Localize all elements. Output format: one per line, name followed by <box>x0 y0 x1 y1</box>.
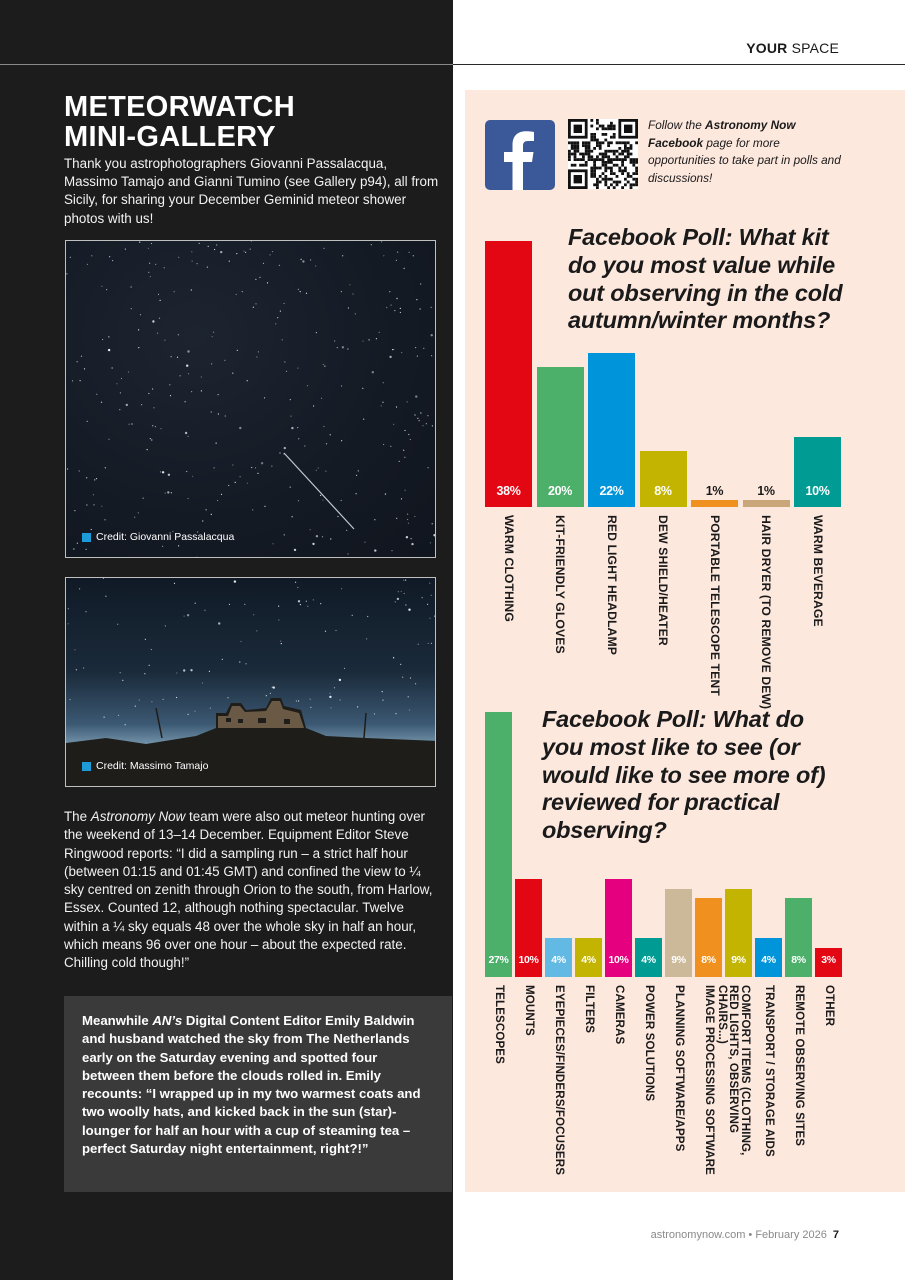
credit-marker-icon <box>82 762 91 771</box>
category-label: MOUNTS <box>522 985 536 1036</box>
bar-value-label: 4% <box>581 954 596 966</box>
credit-marker-icon <box>82 533 91 542</box>
category-label: CAMERAS <box>612 985 626 1045</box>
meteor-photo-1 <box>65 240 436 558</box>
quote-box: Meanwhile AN’s Digital Content Editor Emily Baldwin and husband watched the sky from The Netherlands early on the Saturday evening and spotted four between them before the clouds rolled in. Emily recounts: “I wrapped up in my two warmest coats and two woolly hats, and kicked back in the sun (star)-lounger for half an hour with a cup of steaming tea – perfect Saturday night entertainment, right?!” <box>64 996 452 1192</box>
category-label: KIT-FRIENDLY GLOVES <box>553 515 567 654</box>
bar-value-label: 22% <box>599 484 624 498</box>
category-label: TRANSPORT / STORAGE AIDS <box>762 985 776 1157</box>
category-label: IMAGE PROCESSING SOFTWARE <box>702 985 716 1175</box>
header-rule-left <box>0 64 453 65</box>
category-label: RED LIGHT HEADLAMP <box>604 515 619 655</box>
category-label: WARM CLOTHING <box>501 515 516 622</box>
section-label: YOUR SPACE <box>746 40 839 56</box>
bar-value-label: 10% <box>518 954 539 966</box>
bar-1-5 <box>743 500 790 507</box>
bar-value-label: 10% <box>608 954 629 966</box>
category-label: DEW SHIELD/HEATER <box>656 515 670 646</box>
bar-value-label: 38% <box>496 484 521 498</box>
bar-2-0 <box>485 712 512 977</box>
bar-value-label: 10% <box>805 484 830 498</box>
bar-value-label: 8% <box>791 954 806 966</box>
category-label: TELESCOPES <box>492 985 506 1064</box>
category-label: PLANNING SOFTWARE/APPS <box>672 985 686 1152</box>
bar-1-0 <box>485 241 532 507</box>
bar-value-label: 27% <box>488 954 509 966</box>
category-label: HAIR DRYER (TO REMOVE DEW) <box>759 515 773 710</box>
bar-value-label: 9% <box>731 954 746 966</box>
bar-value-label: 4% <box>551 954 566 966</box>
category-label: PORTABLE TELESCOPE TENT <box>707 515 722 696</box>
photo-credit-1: Credit: Giovanni Passalacqua <box>82 531 234 543</box>
bar-value-label: 8% <box>654 484 672 498</box>
category-label: WARM BEVERAGE <box>810 515 825 627</box>
poll-2-title: Facebook Poll: What do you most like to see (or would like to see more of) reviewed for practical observing? <box>542 706 826 844</box>
bar-value-label: 1% <box>705 484 724 498</box>
bar-1-3 <box>640 451 687 507</box>
bar-value-label: 4% <box>761 954 776 966</box>
bar-value-label: 4% <box>641 954 656 966</box>
bar-value-label: 1% <box>757 484 775 498</box>
category-label: OTHER <box>822 985 836 1027</box>
gallery-title: METEORWATCH MINI-GALLERY <box>64 91 295 153</box>
photo-credit-2: Credit: Massimo Tamajo <box>82 760 208 772</box>
bar-value-label: 9% <box>671 954 686 966</box>
category-label: REMOTE OBSERVING SITES <box>792 985 806 1147</box>
poll-1-title: Facebook Poll: What kit do you most value while out observing in the cold autumn/winter months? <box>568 224 843 334</box>
category-label: COMFORT ITEMS (CLOTHING, RED LIGHTS, OBSERVING CHAIRS...) <box>715 985 752 1156</box>
body-paragraph: The Astronomy Now team were also out meteor hunting over the weekend of 13–14 December. Equipment Editor Steve Ringwood reports: “I did a sampling run – a strict half hour (between 01:15 and 01:45 GMT) and confined the view to ¼ sky centred on zenith through Orion to the south, from Harlow, Essex. Counted 12, although nothing spectacular. Twelve within a ¼ sky equals 48 over the whole sky in half an hour, which means 96 over one hour – about the expected rate. Chilling cold though!” <box>64 809 433 971</box>
bar-1-4 <box>691 500 738 507</box>
follow-text: Follow the Astronomy Now Facebook page for more opportunities to take part in polls and discussions! <box>648 118 841 185</box>
bar-value-label: 3% <box>821 954 836 966</box>
bar-value-label: 20% <box>547 484 573 498</box>
gallery-intro: Thank you astrophotographers Giovanni Passalacqua, Massimo Tamajo and Gianni Tumino (see Gallery p94), all from Sicily, for sharing your December Geminid meteor shower photos with us! <box>64 156 439 226</box>
bar-value-label: 8% <box>701 954 716 966</box>
category-label: POWER SOLUTIONS <box>642 985 656 1102</box>
qr-code-icon[interactable] <box>568 119 638 189</box>
category-label: EYEPIECES/FINDERS/FOCUSERS <box>552 985 566 1176</box>
footer: astronomynow.com • February 2026 7 <box>650 1229 839 1241</box>
category-label: FILTERS <box>582 985 596 1034</box>
facebook-logo-icon[interactable] <box>485 120 555 190</box>
meteor-photo-2 <box>65 577 436 787</box>
